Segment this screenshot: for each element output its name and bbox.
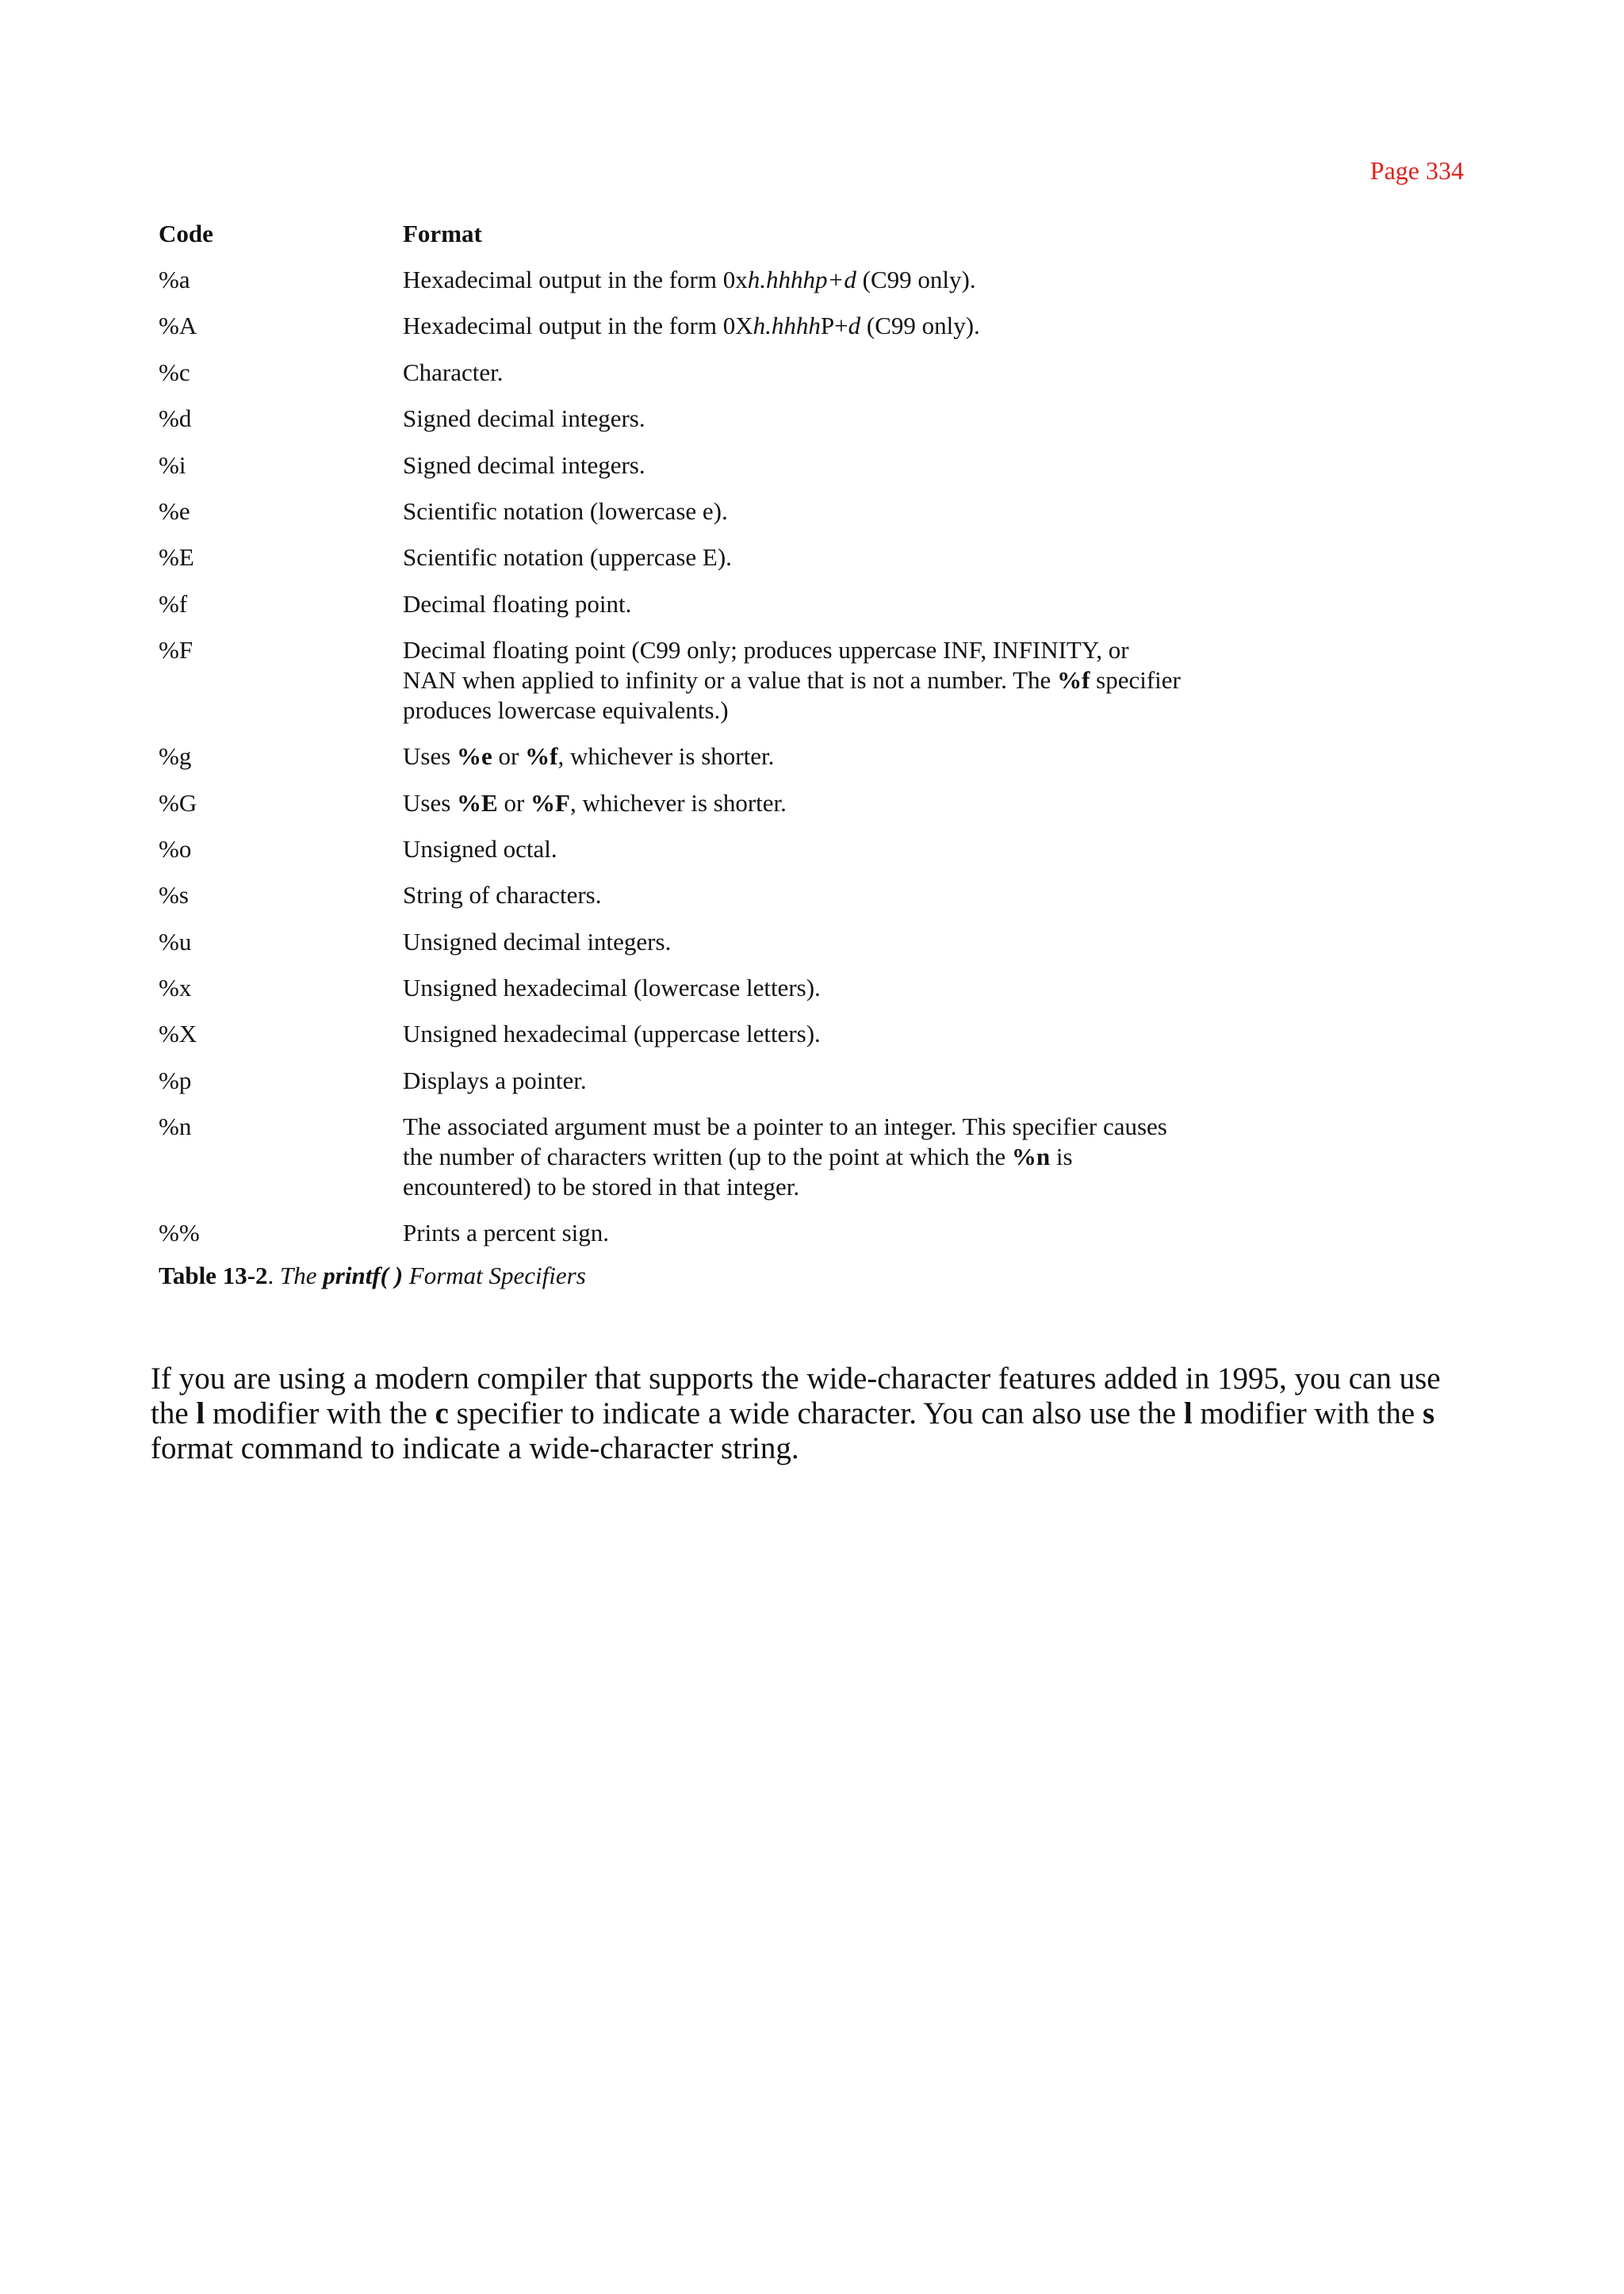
table-row	[159, 1019, 1300, 1065]
table-row	[159, 311, 1300, 357]
table-row	[159, 1112, 1300, 1218]
specifier-code: %s	[159, 881, 189, 910]
specifier-description: Signed decimal integers.	[403, 404, 645, 433]
table-row	[159, 404, 1300, 450]
specifier-description: Unsigned octal.	[403, 834, 557, 863]
specifier-code: %u	[159, 927, 192, 956]
specifier-code: %c	[159, 358, 190, 386]
table-row	[159, 741, 1300, 787]
table-row	[159, 1218, 1300, 1264]
specifier-description: The associated argument must be a pointer to an integer. This specifier causes the number of characters written (up to the point at which the %n is encountered) to be stored in that integer.	[403, 1113, 1167, 1201]
table-row	[159, 927, 1300, 973]
table-row	[159, 542, 1300, 588]
specifier-code: %x	[159, 974, 192, 1002]
specifier-description: Uses %E or %F, whichever is shorter.	[403, 788, 787, 817]
table-row	[159, 973, 1300, 1019]
caption-label: Table 13-2	[159, 1262, 268, 1289]
specifier-code: %e	[159, 496, 190, 525]
page-number: Page 334	[1369, 156, 1464, 185]
table-row	[159, 880, 1300, 926]
specifier-description: Scientific notation (uppercase E).	[403, 543, 732, 572]
table-row	[159, 265, 1300, 311]
specifier-code: %X	[159, 1020, 197, 1048]
specifier-description: Signed decimal integers.	[403, 450, 645, 479]
column-header-code: Code	[159, 220, 213, 247]
specifier-description: Hexadecimal output in the form 0Xh.hhhhP+d (C99 only).	[403, 312, 980, 340]
specifier-description: Scientific notation (lowercase e).	[403, 496, 728, 525]
specifier-code: %%	[159, 1219, 200, 1247]
specifier-description: Character.	[403, 358, 504, 386]
specifier-code: %f	[159, 589, 188, 618]
table-row	[159, 589, 1300, 635]
specifier-description: Unsigned hexadecimal (uppercase letters).	[403, 1020, 821, 1048]
specifier-description: Decimal floating point (C99 only; produces uppercase INF, INFINITY, or NAN when applied to infinity or a value that is not a number. The %f specifier produces lowercase equivalents.)	[403, 636, 1181, 725]
body-paragraph: If you are using a modern compiler that supports the wide-character features added in 1995, you can use the l modifier with the c specifier to indicate a wide character. You can also use the l modifier with the s format command to indicate a wide-character string.	[151, 1361, 1441, 1465]
specifier-code: %a	[159, 266, 190, 293]
specifier-code: %E	[159, 543, 194, 572]
specifier-description: Uses %e or %f, whichever is shorter.	[403, 742, 775, 771]
caption-function-name: printf( )	[323, 1262, 404, 1289]
table-row	[159, 450, 1300, 496]
format-specifier-table	[159, 219, 1300, 1265]
specifier-code: %i	[159, 450, 186, 479]
specifier-description: Decimal floating point.	[403, 589, 632, 618]
specifier-code: %d	[159, 404, 192, 433]
specifier-code: %g	[159, 742, 192, 771]
specifier-description: Hexadecimal output in the form 0xh.hhhhp+d (C99 only).	[403, 266, 976, 293]
specifier-description: Prints a percent sign.	[403, 1219, 610, 1247]
specifier-description: String of characters.	[403, 881, 602, 910]
specifier-code: %o	[159, 834, 192, 863]
specifier-code: %G	[159, 788, 197, 817]
specifier-description: Unsigned hexadecimal (lowercase letters).	[403, 974, 821, 1002]
specifier-code: %A	[159, 312, 197, 340]
specifier-description: Unsigned decimal integers.	[403, 927, 672, 956]
table-row	[159, 1066, 1300, 1112]
specifier-code: %F	[159, 636, 193, 664]
table-row	[159, 358, 1300, 404]
table-row	[159, 496, 1300, 542]
table-caption: Table 13-2. The printf( ) Format Specifiers	[159, 1262, 586, 1289]
table-row	[159, 635, 1300, 741]
table-row	[159, 788, 1300, 834]
table-header-row	[159, 219, 1300, 265]
column-header-format: Format	[403, 220, 482, 247]
specifier-description: Displays a pointer.	[403, 1066, 587, 1094]
specifier-code: %n	[159, 1113, 192, 1141]
specifier-code: %p	[159, 1066, 192, 1094]
table-row	[159, 834, 1300, 880]
